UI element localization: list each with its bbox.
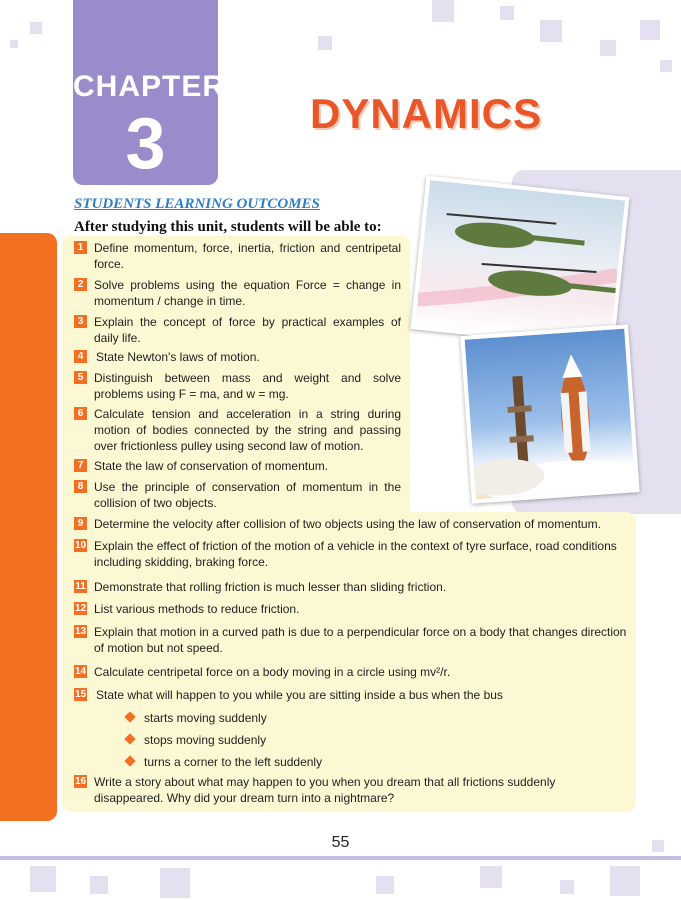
outcome-text: Explain the concept of force by practical examples of daily life. xyxy=(94,315,401,345)
chapter-title: DYNAMICS xyxy=(310,90,543,137)
item-number-badge: 12 xyxy=(74,603,87,614)
outcome-text: Write a story about what may happen to you when you dream that all frictions suddenly disappeared. Why did your dream turn into a nightmare? xyxy=(94,775,556,805)
outcome-text: Define momentum, force, inertia, friction and centripetal force. xyxy=(94,241,401,271)
outcome-text: Explain the effect of friction of the motion of a vehicle in the context of tyre surface, road conditions including skidding, braking force. xyxy=(94,539,617,569)
outcome-text: State Newton's laws of motion. xyxy=(96,350,260,364)
shuttle-launch-photo xyxy=(460,324,639,503)
chapter-label: CHAPTER xyxy=(73,70,226,103)
decor-square xyxy=(500,6,514,20)
outcome-text: Calculate tension and acceleration in a string during motion of bodies connected by the string and passing over frictionless pulley using second law of motion. xyxy=(94,407,401,453)
decor-square xyxy=(540,20,562,42)
outcome-text: State what will happen to you while you are sitting inside a bus when the bus xyxy=(96,688,503,702)
item-number-badge: 15 xyxy=(74,689,87,700)
item-number-badge: 1 xyxy=(74,241,87,254)
decor-square xyxy=(640,20,660,40)
outcome-text: Use the principle of conservation of momentum in the collision of two objects. xyxy=(94,480,401,510)
item-number-badge: 14 xyxy=(74,666,87,677)
decor-square xyxy=(10,40,18,48)
item-number-badge: 5 xyxy=(74,371,87,384)
outcome-text: Demonstrate that rolling friction is much lesser than sliding friction. xyxy=(94,580,447,594)
decor-square xyxy=(90,876,108,894)
item-number-badge: 13 xyxy=(74,626,87,637)
item-number-badge: 16 xyxy=(74,776,87,787)
decor-square xyxy=(600,40,616,56)
footer-rule xyxy=(0,856,681,860)
intro-text: After studying this unit, students will be able to: xyxy=(74,219,382,235)
decor-square xyxy=(480,866,502,888)
bus-case-text: turns a corner to the left suddenly xyxy=(144,755,323,769)
outcome-text: Determine the velocity after collision of two objects using the law of conservation of momentum. xyxy=(94,517,601,531)
outcome-text: State the law of conservation of momentum. xyxy=(94,459,329,473)
decor-square xyxy=(318,36,332,50)
decor-square xyxy=(30,866,56,892)
item-number-badge: 11 xyxy=(75,581,86,592)
decor-square xyxy=(30,22,42,34)
slo-heading: STUDENTS LEARNING OUTCOMES xyxy=(74,196,320,212)
decor-square xyxy=(610,866,640,896)
decor-square xyxy=(560,880,574,894)
outcome-text: Calculate centripetal force on a body moving in a circle using mv²/r. xyxy=(94,665,451,679)
item-number-badge: 9 xyxy=(74,517,87,530)
item-number-badge: 4 xyxy=(74,350,87,363)
bus-case-text: stops moving suddenly xyxy=(144,733,267,747)
chapter-number: 3 xyxy=(125,104,166,184)
decor-square xyxy=(660,60,672,72)
side-accent-bar xyxy=(0,233,57,821)
item-number-badge: 6 xyxy=(74,407,87,420)
item-number-badge: 7 xyxy=(74,459,87,472)
helicopters-photo xyxy=(411,176,630,350)
item-number-badge: 2 xyxy=(74,278,87,291)
outcome-text: Solve problems using the equation Force = change in momentum / change in time. xyxy=(94,278,401,308)
decor-square xyxy=(432,0,454,22)
item-number-badge: 8 xyxy=(74,480,87,493)
bus-case-text: starts moving suddenly xyxy=(144,711,267,725)
page-number: 55 xyxy=(331,834,350,851)
outcome-text: Explain that motion in a curved path is due to a perpendicular force on a body that changes direction of motion but not speed. xyxy=(94,625,627,655)
chapter-badge xyxy=(73,0,226,185)
item-number-badge: 3 xyxy=(74,315,87,328)
decor-square xyxy=(376,876,394,894)
decor-square xyxy=(160,868,190,898)
outcome-text: Distinguish between mass and weight and solve problems using F = ma, and w = mg. xyxy=(94,371,401,401)
outcome-text: List various methods to reduce friction. xyxy=(94,602,300,616)
item-number-badge: 10 xyxy=(74,540,87,551)
